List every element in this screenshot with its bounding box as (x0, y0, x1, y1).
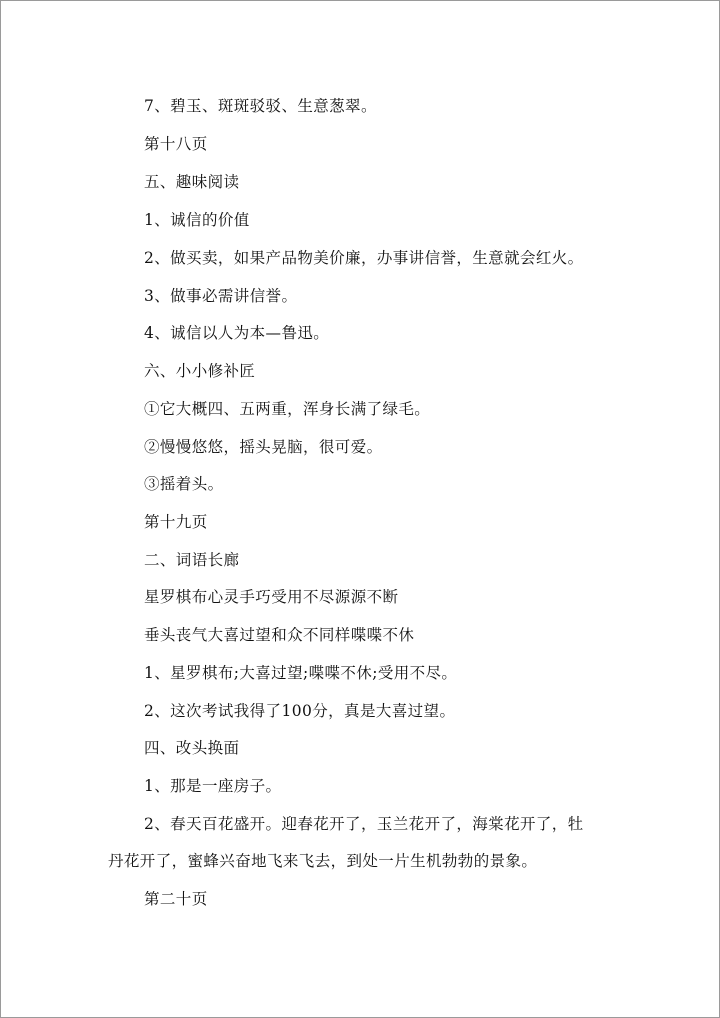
page-heading: 第十八页 (144, 135, 208, 153)
answer-line: 4、诚信以人为本—鲁迅。 (144, 324, 330, 342)
answer-line: 1、诚信的价值 (144, 211, 250, 229)
answer-line: ③摇着头。 (144, 475, 224, 493)
page-heading: 第二十页 (144, 890, 208, 908)
answer-line: ①它大概四、五两重，浑身长满了绿毛。 (144, 400, 431, 418)
answer-line: 2、这次考试我得了100分，真是大喜过望。 (144, 702, 456, 720)
answer-line: 7、碧玉、斑斑驳驳、生意葱翠。 (144, 97, 377, 115)
answer-line: ②慢慢悠悠，摇头晃脑，很可爱。 (144, 438, 383, 456)
answer-line: 3、做事必需讲信誉。 (144, 287, 298, 305)
section-heading: 四、改头换面 (144, 739, 240, 757)
page-heading: 第十九页 (144, 513, 208, 531)
section-heading: 六、小小修补匠 (144, 362, 256, 380)
section-heading: 五、趣味阅读 (144, 173, 240, 191)
answer-line: 2、做买卖，如果产品物美价廉，办事讲信誉，生意就会红火。 (144, 249, 584, 267)
answer-line: 1、星罗棋布;大喜过望;喋喋不休;受用不尽。 (144, 664, 458, 682)
answer-line: 2、春天百花盛开。迎春花开了，玉兰花开了，海棠花开了，牡 (144, 815, 584, 833)
word-list-line: 垂头丧气大喜过望和众不同样喋喋不休 (144, 626, 415, 644)
answer-line-continuation: 丹花开了，蜜蜂兴奋地飞来飞去，到处一片生机勃勃的景象。 (108, 852, 538, 870)
answer-line: 1、那是一座房子。 (144, 777, 282, 795)
section-heading: 二、词语长廊 (144, 551, 240, 569)
word-list-line: 星罗棋布心灵手巧受用不尽源源不断 (144, 588, 399, 606)
